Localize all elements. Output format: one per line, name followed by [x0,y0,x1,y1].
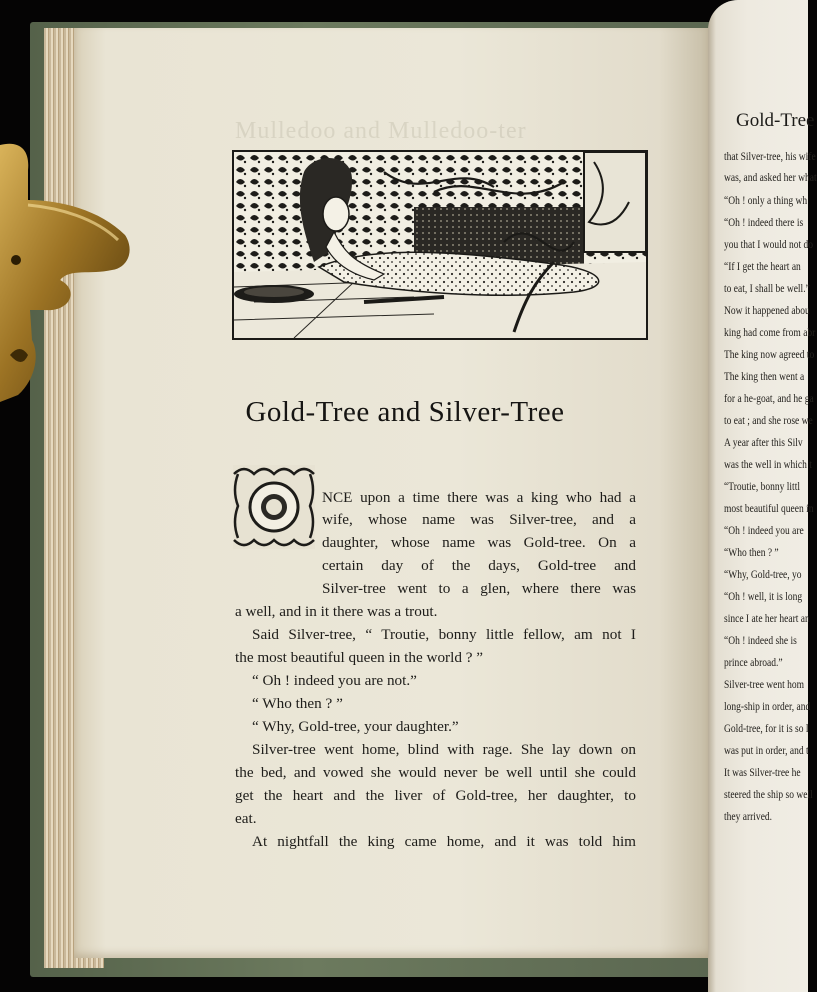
text-line-15: eat. [235,810,257,827]
right-line-8: Now it happened abou [724,304,810,317]
right-line-12: for a he-goat, and he ga [724,392,814,405]
text-line-10: “ Who then ? ” [252,695,343,712]
text-line-9: “ Oh ! indeed you are not.” [252,672,417,689]
right-line-15: was the well in which t [724,458,812,471]
right-line-31: they arrived. [724,810,773,823]
right-line-20: “Why, Gold-tree, yo [724,568,802,581]
right-page [708,0,817,992]
right-line-5: you that I would not do [724,238,813,251]
text-line-6: a well, and in it there was a trout. [235,603,438,620]
right-line-3: “Oh ! only a thing wh [724,194,808,207]
right-line-11: The king then went a [724,370,805,383]
right-line-24: prince abroad.” [724,656,783,669]
text-line-12: Silver-tree went home, blind with rage. She lay down on [252,741,636,758]
chapter-title: Gold-Tree and Silver-Tree [245,396,565,428]
right-line-26: long-ship in order, and [724,700,811,713]
right-line-6: “If I get the heart an [724,260,801,273]
text-line-1: NCE upon a time there was a king who had a [322,489,636,506]
right-line-16: “Troutie, bonny littl [724,480,800,493]
right-line-14: A year after this Silv [724,436,803,449]
right-line-1: that Silver-tree, his wife [724,150,816,163]
right-line-23: “Oh ! indeed she is [724,634,797,647]
text-line-8: the most beautiful queen in the world ? ” [235,649,483,666]
right-line-29: It was Silver-tree he [724,766,801,779]
right-line-9: king had come from abr [724,326,816,339]
text-line-4: certain day of the days, Gold-tree and [322,557,636,574]
right-line-4: “Oh ! indeed there is [724,216,804,229]
right-line-10: The king now agreed to [724,348,815,361]
right-line-2: was, and asked her what [724,171,817,184]
text-line-7: Said Silver-tree, “ Troutie, bonny little fellow, am not I [252,626,636,643]
text-line-14: get the heart and the liver of Gold-tree, her daughter, to [235,787,636,804]
right-line-13: to eat ; and she rose we [724,414,813,427]
right-line-27: Gold-tree, for it is so l [724,722,809,735]
right-line-19: “Who then ? ” [724,546,779,559]
right-line-17: most beautiful queen in [724,502,814,515]
right-line-30: steered the ship so well [724,788,813,801]
right-line-22: since I ate her heart an [724,612,810,625]
right-page-header: Gold-Tree [736,110,815,131]
right-line-7: to eat, I shall be well.” [724,282,810,295]
brass-page-clamp [0,140,135,410]
text-line-3: daughter, whose name was Gold-tree. On a [322,534,636,551]
text-line-13: the bed, and vowed she would never be well until she could [235,764,636,781]
illuminated-drop-cap [232,464,316,550]
text-line-2: wife, whose name was Silver-tree, and a [322,511,636,528]
illustration-woman-at-well [232,150,648,340]
show-through-header: Mulledoo and Mulledoo-ter [235,118,527,144]
right-line-21: “Oh ! well, it is long [724,590,803,603]
right-line-28: was put in order, and t [724,744,809,757]
text-line-16: At nightfall the king came home, and it was told him [252,833,636,850]
right-line-25: Silver-tree went hom [724,678,805,691]
text-line-5: Silver-tree went to a glen, where there was [322,580,636,597]
right-line-18: “Oh ! indeed you are [724,524,804,537]
text-line-11: “ Why, Gold-tree, your daughter.” [252,718,459,735]
